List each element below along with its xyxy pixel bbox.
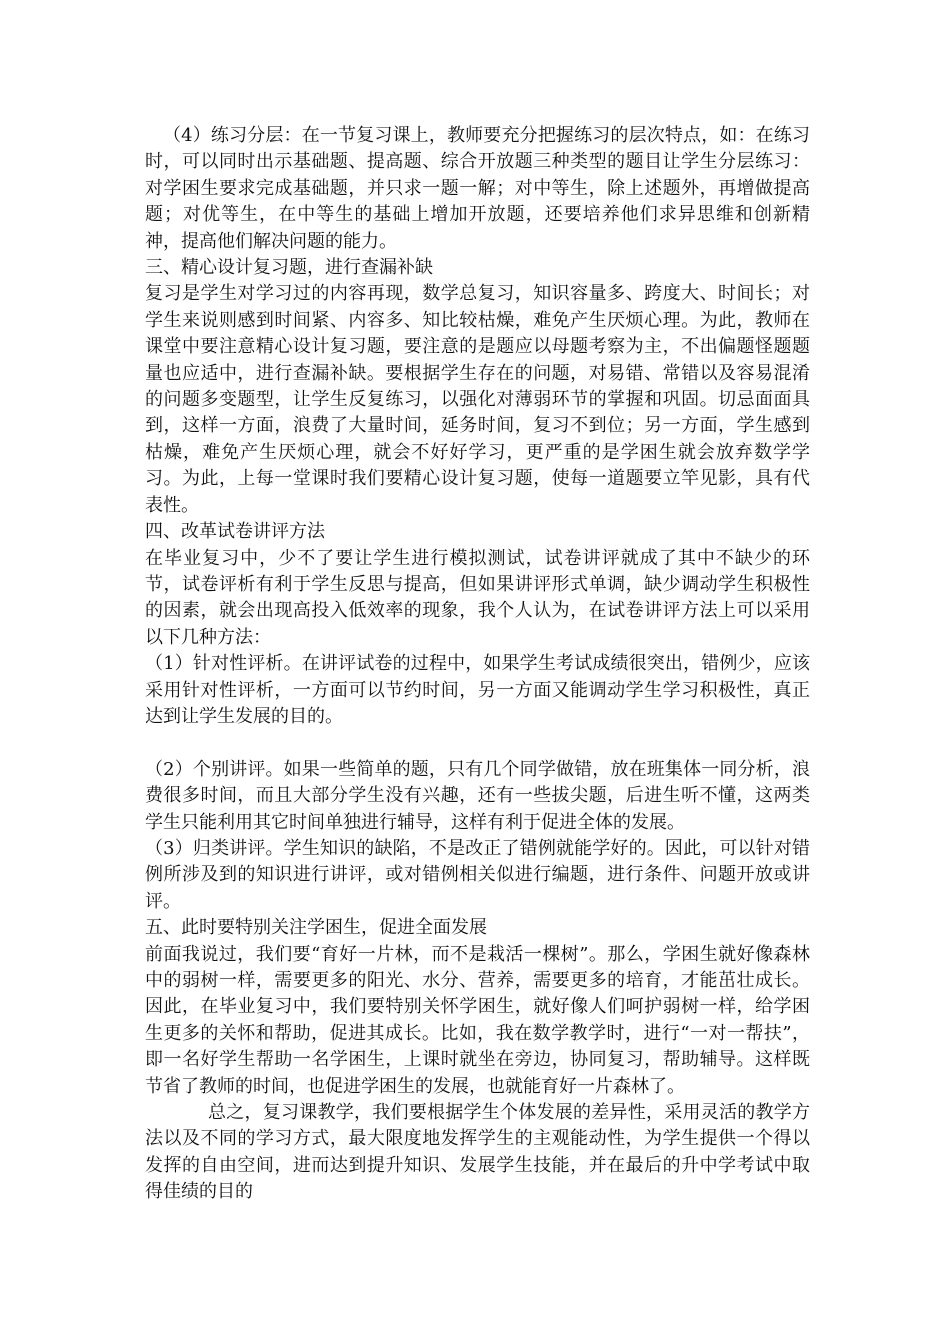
paragraph-category-review: （3）归类讲评。学生知识的缺陷，不是改正了错例就能学好的。因此，可以针对错例所涉及到的知识进行讲评，或对错例相关似进行编题，进行条件、问题开放或讲评。 — [145, 837, 810, 912]
paragraph-exam-review: 在毕业复习中，少不了要让学生进行模拟测试，试卷讲评就成了其中不缺少的环节，试卷评析有利于学生反思与提高，但如果讲评形式单调，缺少调动学生积极性的因素，就会出现高投入低效率的现象，我个人认为，在试卷讲评方法上可以采用以下几种方法： — [145, 547, 810, 648]
paragraph-layered-practice: （4）练习分层：在一节复习课上，教师要充分把握练习的层次特点，如：在练习时，可以同时出示基础题、提高题、综合开放题三种类型的题目让学生分层练习：对学困生要求完成基础题，并只求一题一解；对中等生，除上述题外，再增做提高题；对优等生，在中等生的基础上增加开放题，还要培养他们求异思维和创新精神，提高他们解决问题的能力。 — [145, 125, 810, 252]
blank-line — [145, 730, 810, 756]
paragraph-struggling-students: 前面我说过，我们要“育好一片林，而不是栽活一棵树”。那么，学困生就好像森林中的弱树一样，需要更多的阳光、水分、营养，需要更多的培育，才能茁壮成长。因此，在毕业复习中，我们要特别关怀学困生，就好像人们呵护弱树一样，给学困生更多的关怀和帮助，促进其成长。比如，我在数学教学时，进行“一对一帮扶”，即一名好学生帮助一名学困生，上课时就坐在旁边，协同复习，帮助辅导。这样既节省了教师的时间，也促进学困生的发展，也就能育好一片森林了。 — [145, 943, 810, 1097]
paragraph-conclusion: 总之，复习课教学，我们要根据学生个体发展的差异性，采用灵活的教学方法以及不同的学习方式，最大限度地发挥学生的主观能动性，为学生提供一个得以发挥的自由空间，进而达到提升知识、发展学生技能，并在最后的升中学考试中取得佳绩的目的 — [145, 1102, 810, 1203]
paragraph-individual-review: （2）个别讲评。如果一些简单的题，只有几个同学做错，放在班集体一同分析，浪费很多时间，而且大部分学生没有兴趣，还有一些拔尖题，后进生听不懂，这两类学生只能利用其它时间单独进行辅导，这样有利于促进全体的发展。 — [145, 758, 810, 833]
section-heading-5: 五、此时要特别关注学困生，促进全面发展 — [145, 917, 487, 939]
section-heading-4: 四、改革试卷讲评方法 — [145, 521, 325, 543]
section-heading-3: 三、精心设计复习题，进行查漏补缺 — [145, 257, 433, 279]
paragraph-review-questions: 复习是学生对学习过的内容再现，数学总复习，知识容量多、跨度大、时间长；对学生来说则感到时间紧、内容多、知比较枯燥，难免产生厌烦心理。为此，教师在课堂中要注意精心设计复习题，要注意的是题应以母题考察为主，不出偏题怪题题量也应适中，进行查漏补缺。要根据学生存在的问题，对易错、常错以及容易混淆的问题多变题型，让学生反复练习，以强化对薄弱环节的掌握和巩固。切忌面面具到，这样一方面，浪费了大量时间，延务时间，复习不到位；另一方面，学生感到枯燥，难免产生厌烦心理，就会不好好学习，更严重的是学困生就会放弃数学学习。为此，上每一堂课时我们要精心设计复习题，使每一道题要立竿见影，具有代表性。 — [145, 283, 810, 516]
document-body — [145, 123, 810, 1206]
paragraph-targeted-analysis: （1）针对性评析。在讲评试卷的过程中，如果学生考试成绩很突出，错例少，应该采用针对性评析，一方面可以节约时间，另一方面又能调动学生学习积极性，真正达到让学生发展的目的。 — [145, 653, 810, 727]
